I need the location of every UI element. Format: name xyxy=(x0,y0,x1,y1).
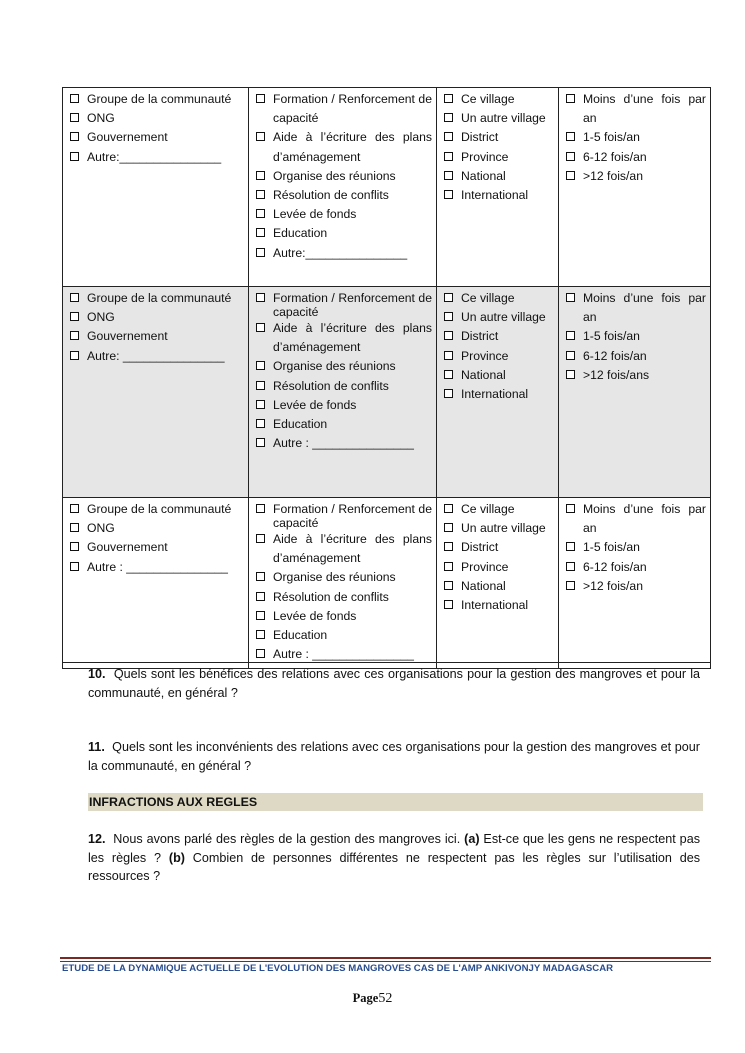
checkbox-icon[interactable] xyxy=(566,562,575,571)
checkbox-option[interactable] xyxy=(254,415,432,434)
checkbox-label: Organise des réunions xyxy=(273,359,396,374)
checkbox-option[interactable] xyxy=(564,500,706,538)
checkbox-option[interactable] xyxy=(564,558,706,577)
checkbox-icon[interactable] xyxy=(70,562,79,571)
checkbox-label: 6-12 fois/an xyxy=(583,149,647,164)
checkbox-label: District xyxy=(461,329,499,344)
table-cell-col4 xyxy=(559,287,711,498)
question-10 xyxy=(88,665,700,702)
checkbox-option[interactable] xyxy=(254,500,432,530)
checkbox-icon[interactable] xyxy=(444,542,453,551)
checkbox-icon[interactable] xyxy=(566,351,575,360)
checkbox-label: >12 fois/an xyxy=(583,578,643,593)
checkbox-option[interactable] xyxy=(442,109,554,128)
checkbox-option[interactable] xyxy=(254,434,432,453)
checkbox-icon[interactable] xyxy=(70,293,79,302)
checkbox-option[interactable] xyxy=(564,366,706,385)
checkbox-icon[interactable] xyxy=(444,581,453,590)
checkbox-option[interactable] xyxy=(564,538,706,557)
checkbox-icon[interactable] xyxy=(256,94,265,103)
question-12 xyxy=(88,830,700,886)
checkbox-option[interactable] xyxy=(442,538,554,557)
checkbox-option[interactable] xyxy=(254,244,432,263)
checkbox-option[interactable] xyxy=(254,377,432,396)
checkbox-icon[interactable] xyxy=(444,171,453,180)
checkbox-icon[interactable] xyxy=(256,592,265,601)
checkbox-icon[interactable] xyxy=(444,389,453,398)
checkbox-label: >12 fois/ans xyxy=(583,367,650,382)
checkbox-label: ONG xyxy=(87,111,115,126)
checkbox-label: 1-5 fois/an xyxy=(583,130,640,145)
checkbox-icon[interactable] xyxy=(444,523,453,532)
checkbox-icon[interactable] xyxy=(70,542,79,551)
checkbox-icon[interactable] xyxy=(256,228,265,237)
checkbox-option[interactable] xyxy=(68,558,244,577)
checkbox-icon[interactable] xyxy=(444,152,453,161)
question-12-label-a: (a) xyxy=(464,832,480,846)
checkbox-option[interactable] xyxy=(564,167,706,186)
checkbox-option[interactable] xyxy=(254,224,432,243)
checkbox-icon[interactable] xyxy=(444,94,453,103)
checkbox-label: Autre:_______________ xyxy=(87,149,222,164)
checkbox-icon[interactable] xyxy=(444,113,453,122)
checkbox-icon[interactable] xyxy=(256,572,265,581)
checkbox-option[interactable] xyxy=(442,500,554,519)
table-cell-col4 xyxy=(559,88,711,287)
table-cell-col1 xyxy=(63,498,249,669)
checkbox-option[interactable] xyxy=(254,289,432,319)
checkbox-label: Un autre village xyxy=(461,521,546,536)
checkbox-option[interactable] xyxy=(564,148,706,167)
checkbox-icon[interactable] xyxy=(70,94,79,103)
checkbox-option[interactable] xyxy=(68,500,244,519)
checkbox-label: Autre:_______________ xyxy=(273,245,408,260)
checkbox-option[interactable] xyxy=(254,167,432,186)
question-12-text-c: Combien de personnes différentes ne respectent pas les règles sur l’utilisation des ressources ? xyxy=(88,850,701,883)
checkbox-label: >12 fois/an xyxy=(583,168,643,183)
checkbox-option[interactable] xyxy=(442,128,554,147)
checkbox-label: Moins d’une fois par an xyxy=(583,291,706,325)
page-label: Page xyxy=(352,991,379,1005)
checkbox-icon[interactable] xyxy=(444,132,453,141)
checkbox-icon[interactable] xyxy=(256,190,265,199)
checkbox-option[interactable] xyxy=(254,568,432,587)
table-cell-col1 xyxy=(63,287,249,498)
checkbox-option[interactable] xyxy=(68,347,244,366)
question-12-text-b: Est-ce que les gens ne respectent pas les règles ? xyxy=(88,832,700,865)
checkbox-icon[interactable] xyxy=(256,323,265,332)
checkbox-label: Formation / Renforcement de capacité xyxy=(273,502,432,530)
checkbox-icon[interactable] xyxy=(566,331,575,340)
checkbox-option[interactable] xyxy=(442,558,554,577)
checkbox-label: Un autre village xyxy=(461,111,546,126)
section-heading: INFRACTIONS AUX REGLES xyxy=(88,793,703,811)
checkbox-option[interactable] xyxy=(68,327,244,346)
question-12-text-a: Nous avons parlé des règles de la gestion des mangroves ici. xyxy=(113,832,461,846)
checkbox-icon[interactable] xyxy=(70,331,79,340)
checkbox-label: International xyxy=(461,598,529,613)
checkbox-icon[interactable] xyxy=(256,400,265,409)
checkbox-icon[interactable] xyxy=(566,293,575,302)
checkbox-label: Gouvernement xyxy=(87,130,168,145)
checkbox-icon[interactable] xyxy=(256,171,265,180)
checkbox-label: Education xyxy=(273,226,328,241)
checkbox-icon[interactable] xyxy=(566,171,575,180)
table-cell-col2 xyxy=(249,498,437,669)
checkbox-icon[interactable] xyxy=(256,419,265,428)
checkbox-label: Education xyxy=(273,628,328,643)
checkbox-icon[interactable] xyxy=(70,113,79,122)
table-cell-col1 xyxy=(63,88,249,287)
checkbox-label: Aide à l’écriture des plans d’aménagement xyxy=(273,130,432,164)
checkbox-icon[interactable] xyxy=(566,132,575,141)
checkbox-label: Education xyxy=(273,417,328,432)
checkbox-label: Organise des réunions xyxy=(273,168,396,183)
checkbox-label: Organise des réunions xyxy=(273,570,396,585)
checkbox-icon[interactable] xyxy=(70,523,79,532)
checkbox-option[interactable] xyxy=(442,327,554,346)
question-12-number: 12. xyxy=(88,832,106,846)
checkbox-option[interactable] xyxy=(442,577,554,596)
checkbox-option[interactable] xyxy=(442,596,554,615)
checkbox-icon[interactable] xyxy=(256,611,265,620)
checkbox-icon[interactable] xyxy=(256,132,265,141)
checkbox-label: 6-12 fois/an xyxy=(583,559,647,574)
checkbox-option[interactable] xyxy=(442,167,554,186)
checkbox-option[interactable] xyxy=(68,519,244,538)
checkbox-label: Province xyxy=(461,559,509,574)
checkbox-option[interactable] xyxy=(442,186,554,205)
checkbox-icon[interactable] xyxy=(566,581,575,590)
checkbox-option[interactable] xyxy=(68,289,244,308)
checkbox-label: Levée de fonds xyxy=(273,397,357,412)
checkbox-icon[interactable] xyxy=(256,438,265,447)
checkbox-option[interactable] xyxy=(254,128,432,166)
checkbox-icon[interactable] xyxy=(444,504,453,513)
table-row xyxy=(63,88,711,287)
checkbox-label: Moins d’une fois par an xyxy=(583,502,706,536)
checkbox-label: ONG xyxy=(87,310,115,325)
checkbox-option[interactable] xyxy=(442,308,554,327)
checkbox-icon[interactable] xyxy=(256,293,265,302)
checkbox-option[interactable] xyxy=(254,319,432,357)
checkbox-label: Moins d’une fois par an xyxy=(583,92,706,126)
page-number xyxy=(0,991,745,1007)
checkbox-label: Aide à l’écriture des plans d’aménagement xyxy=(273,321,432,355)
checkbox-option[interactable] xyxy=(442,366,554,385)
checkbox-option[interactable] xyxy=(564,128,706,147)
checkbox-label: Ce village xyxy=(461,92,515,106)
checkbox-option[interactable] xyxy=(564,90,706,128)
checkbox-option[interactable] xyxy=(442,347,554,366)
checkbox-option[interactable] xyxy=(68,538,244,557)
checkbox-label: Gouvernement xyxy=(87,329,168,344)
checkbox-option[interactable] xyxy=(442,385,554,404)
table-row xyxy=(63,498,711,669)
question-12-label-b: (b) xyxy=(168,850,185,865)
checkbox-label: Autre : _______________ xyxy=(273,647,414,662)
table-cell-col4 xyxy=(559,498,711,669)
checkbox-icon[interactable] xyxy=(256,504,265,513)
checkbox-icon[interactable] xyxy=(256,630,265,639)
checkbox-option[interactable] xyxy=(68,148,244,167)
checkbox-icon[interactable] xyxy=(70,312,79,321)
checkbox-label: Levée de fonds xyxy=(273,207,357,222)
checkbox-icon[interactable] xyxy=(444,293,453,302)
checkbox-label: District xyxy=(461,130,499,145)
footer-rule-thick xyxy=(60,957,711,959)
checkbox-icon[interactable] xyxy=(70,152,79,161)
page-number-value: 52 xyxy=(378,991,393,1006)
checkbox-option[interactable] xyxy=(68,128,244,147)
checkbox-label: Groupe de la communauté xyxy=(87,502,232,516)
checkbox-label: ONG xyxy=(87,521,115,536)
checkbox-option[interactable] xyxy=(564,327,706,346)
footer-rule-thin xyxy=(60,961,711,962)
checkbox-icon[interactable] xyxy=(566,542,575,551)
table-cell-col2 xyxy=(249,88,437,287)
checkbox-label: International xyxy=(461,188,529,203)
footer-title: ETUDE DE LA DYNAMIQUE ACTUELLE DE L'EVOLUTION DES MANGROVES CAS DE L'AMP ANKIVONJY MADAGASCAR xyxy=(62,963,614,974)
checkbox-label: Autre : _______________ xyxy=(87,559,228,574)
checkbox-icon[interactable] xyxy=(444,370,453,379)
checkbox-label: Ce village xyxy=(461,291,515,305)
checkbox-label: 1-5 fois/an xyxy=(583,540,640,555)
table-row xyxy=(63,287,711,498)
checkbox-option[interactable] xyxy=(254,588,432,607)
checkbox-option[interactable] xyxy=(564,577,706,596)
checkbox-option[interactable] xyxy=(68,109,244,128)
checkbox-label: International xyxy=(461,387,529,402)
question-11-number: 11. xyxy=(88,740,105,754)
checkbox-label: Levée de fonds xyxy=(273,608,357,623)
checkbox-option[interactable] xyxy=(442,148,554,167)
checkbox-option[interactable] xyxy=(564,347,706,366)
checkbox-option[interactable] xyxy=(254,607,432,626)
checkbox-option[interactable] xyxy=(68,90,244,109)
table-bottom-rule xyxy=(62,662,710,663)
checkbox-icon[interactable] xyxy=(444,600,453,609)
checkbox-icon[interactable] xyxy=(256,534,265,543)
checkbox-icon[interactable] xyxy=(566,370,575,379)
checkbox-label: Autre : _______________ xyxy=(273,436,414,451)
checkbox-icon[interactable] xyxy=(444,351,453,360)
checkbox-label: Résolution de conflits xyxy=(273,188,389,203)
table-cell-col2 xyxy=(249,287,437,498)
checkbox-label: Aide à l’écriture des plans d’aménagement xyxy=(273,532,432,566)
checkbox-option[interactable] xyxy=(442,90,554,109)
checkbox-label: Groupe de la communauté xyxy=(87,92,232,106)
checkbox-label: Province xyxy=(461,348,509,363)
checkbox-label: Un autre village xyxy=(461,310,546,325)
checkbox-icon[interactable] xyxy=(256,381,265,390)
checkbox-icon[interactable] xyxy=(256,361,265,370)
checkbox-label: National xyxy=(461,578,506,593)
checkbox-icon[interactable] xyxy=(256,248,265,257)
checkbox-option[interactable] xyxy=(254,205,432,224)
checkbox-icon[interactable] xyxy=(70,351,79,360)
question-10-number: 10. xyxy=(88,667,106,681)
checkbox-icon[interactable] xyxy=(566,152,575,161)
checkbox-label: District xyxy=(461,540,499,555)
organisations-table xyxy=(62,87,711,669)
checkbox-icon[interactable] xyxy=(444,562,453,571)
checkbox-label: Autre: _______________ xyxy=(87,348,225,363)
checkbox-icon[interactable] xyxy=(256,209,265,218)
checkbox-label: National xyxy=(461,168,506,183)
checkbox-label: Groupe de la communauté xyxy=(87,291,232,305)
checkbox-option[interactable] xyxy=(254,186,432,205)
table-cell-col3 xyxy=(437,287,559,498)
checkbox-label: Gouvernement xyxy=(87,540,168,555)
checkbox-icon[interactable] xyxy=(256,649,265,658)
checkbox-icon[interactable] xyxy=(70,132,79,141)
checkbox-label: Province xyxy=(461,149,509,164)
checkbox-label: National xyxy=(461,367,506,382)
checkbox-icon[interactable] xyxy=(444,331,453,340)
checkbox-option[interactable] xyxy=(254,90,432,128)
checkbox-icon[interactable] xyxy=(70,504,79,513)
checkbox-label: Formation / Renforcement de capacité xyxy=(273,291,432,319)
checkbox-label: Ce village xyxy=(461,502,515,516)
table-cell-col3 xyxy=(437,88,559,287)
checkbox-icon[interactable] xyxy=(566,504,575,513)
checkbox-label: 6-12 fois/an xyxy=(583,348,647,363)
checkbox-label: Formation / Renforcement de capacité xyxy=(273,92,432,126)
checkbox-option[interactable] xyxy=(254,530,432,568)
checkbox-label: Résolution de conflits xyxy=(273,378,389,393)
question-10-text: Quels sont les bénéfices des relations avec ces organisations pour la gestion des mangroves et pour la communauté, en général ? xyxy=(88,667,700,700)
checkbox-option[interactable] xyxy=(254,396,432,415)
question-11-text: Quels sont les inconvénients des relations avec ces organisations pour la gestion des mangroves et pour la communauté, en général ? xyxy=(88,740,700,773)
checkbox-option[interactable] xyxy=(442,519,554,538)
checkbox-label: Résolution de conflits xyxy=(273,589,389,604)
checkbox-icon[interactable] xyxy=(444,190,453,199)
checkbox-label: 1-5 fois/an xyxy=(583,329,640,344)
checkbox-icon[interactable] xyxy=(444,312,453,321)
checkbox-option[interactable] xyxy=(254,626,432,645)
checkbox-option[interactable] xyxy=(442,289,554,308)
question-11 xyxy=(88,738,700,775)
checkbox-option[interactable] xyxy=(68,308,244,327)
table-cell-col3 xyxy=(437,498,559,669)
checkbox-option[interactable] xyxy=(254,357,432,376)
checkbox-option[interactable] xyxy=(564,289,706,327)
checkbox-icon[interactable] xyxy=(566,94,575,103)
